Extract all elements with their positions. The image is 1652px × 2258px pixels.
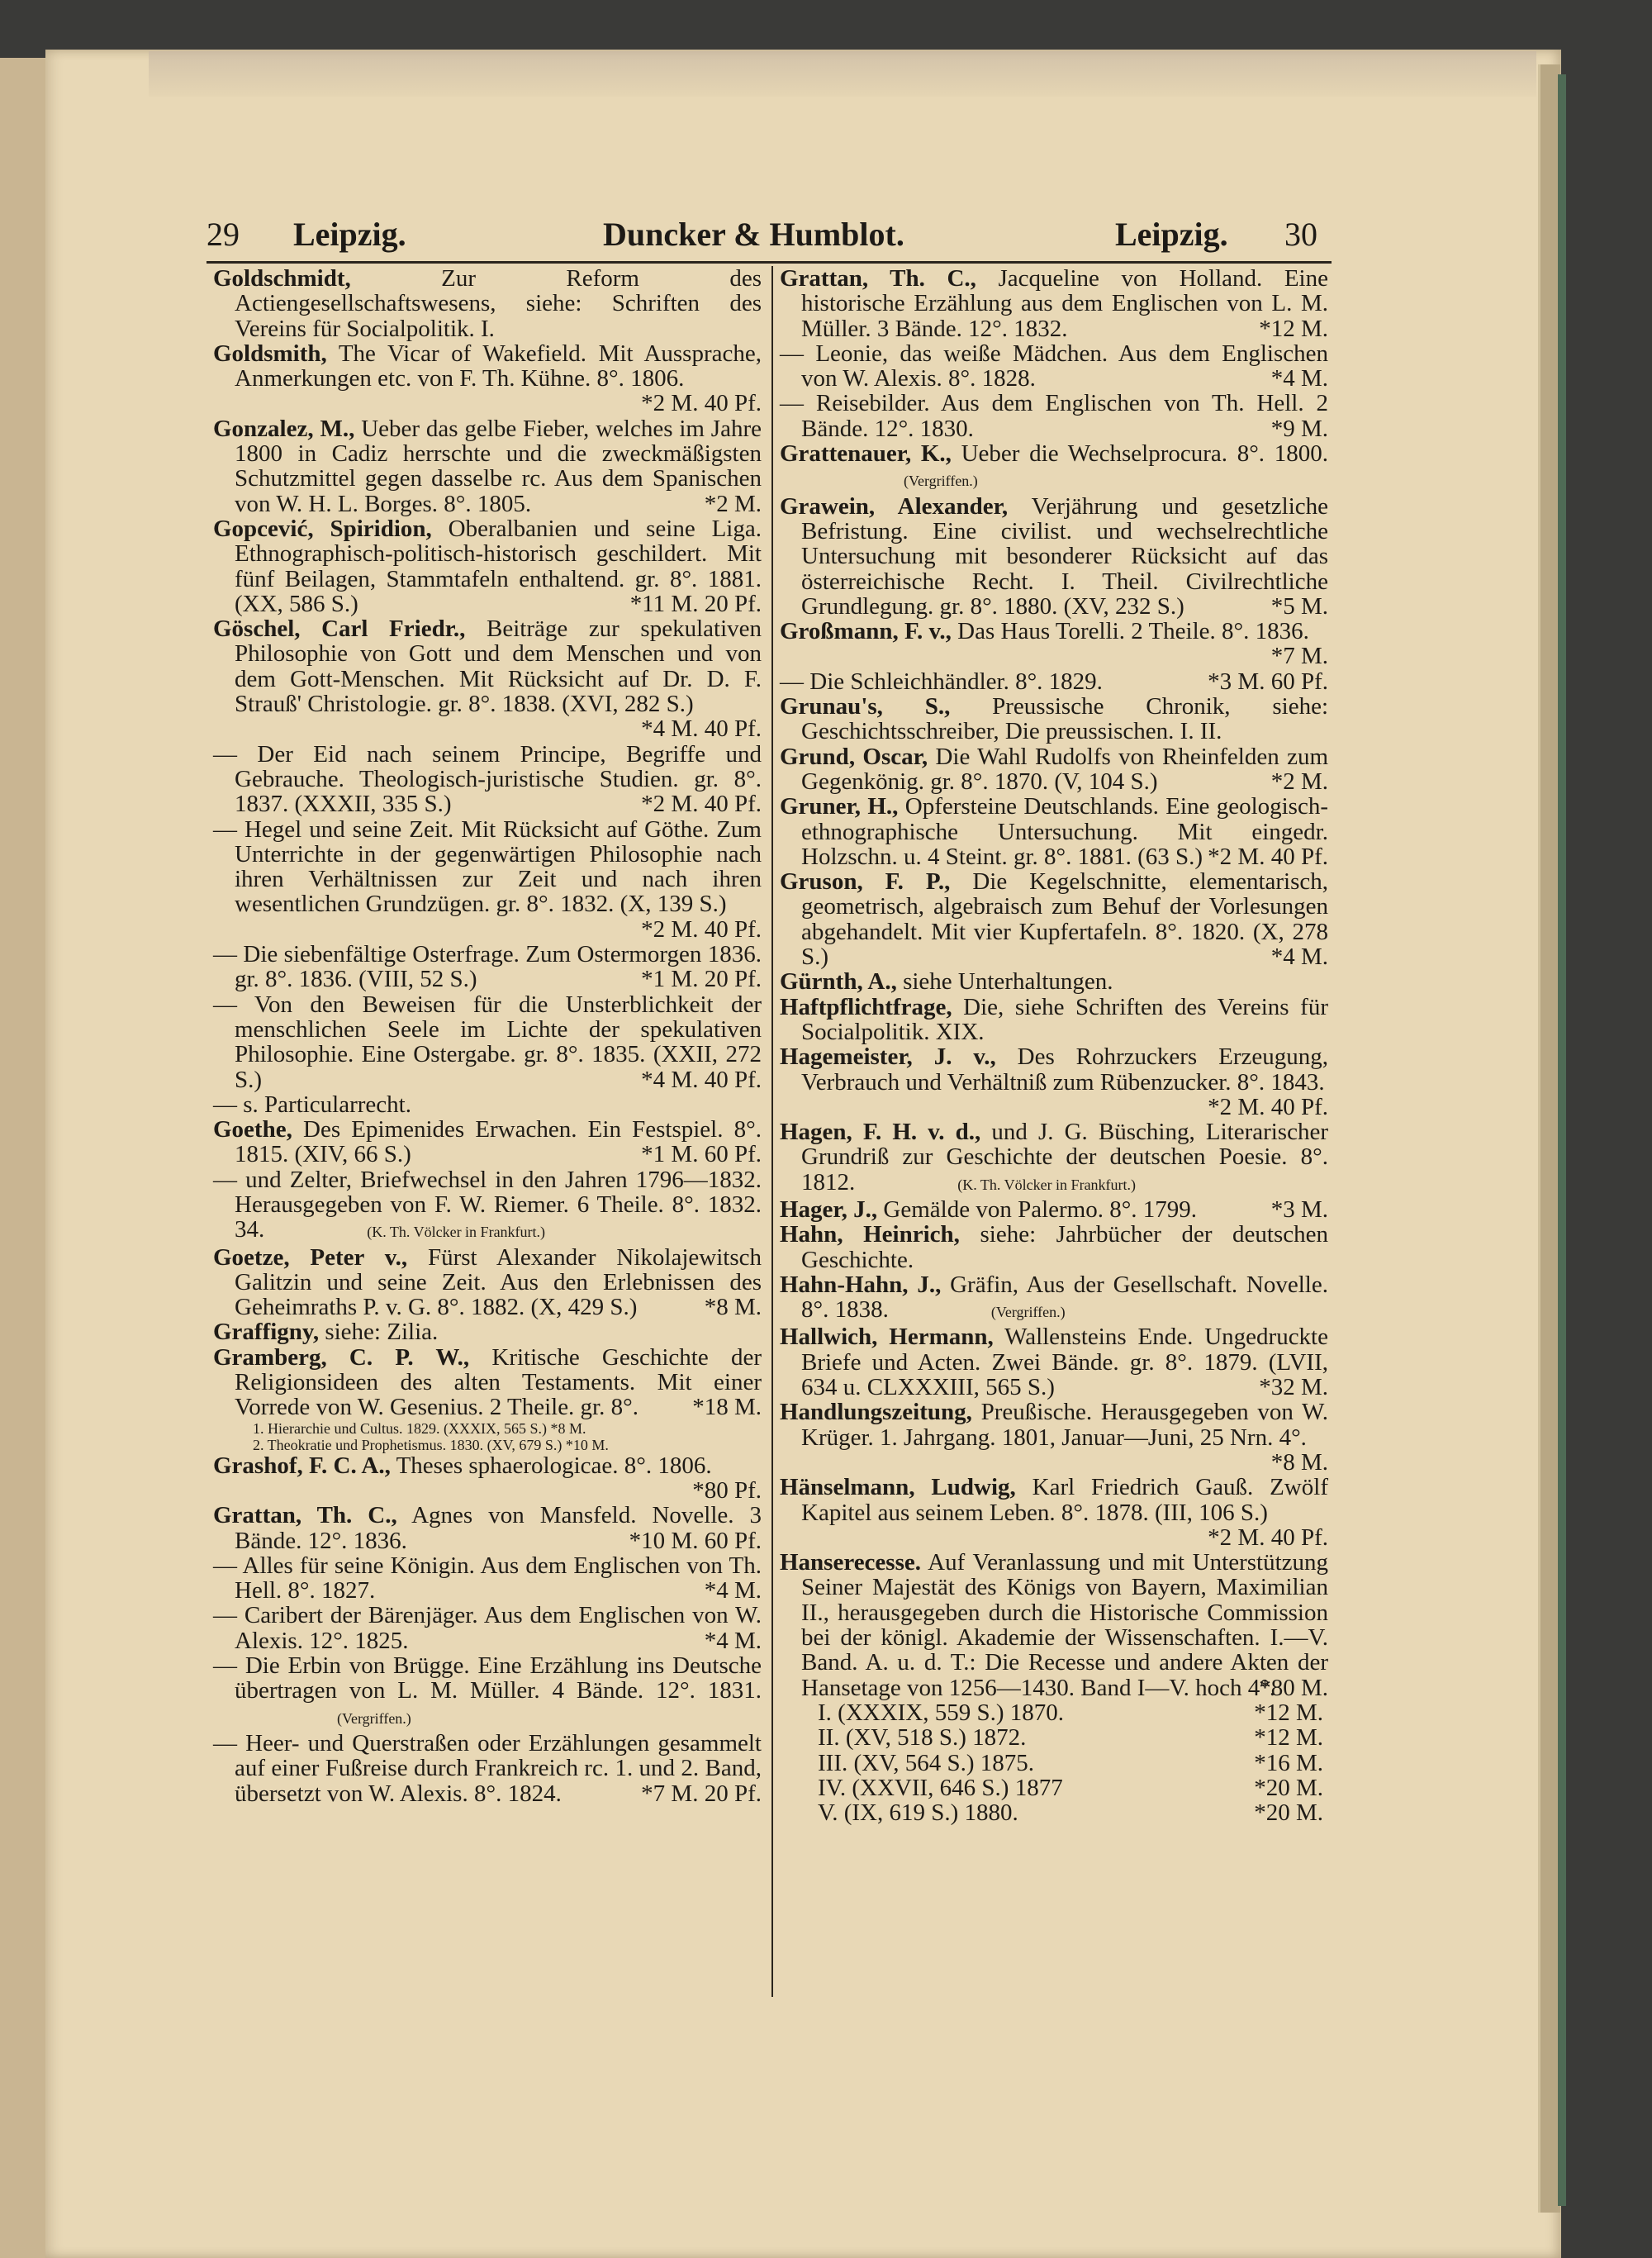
volume-line [780,1700,1328,1725]
catalog-entry [213,942,762,992]
entry-price: *7 M. [1270,643,1328,670]
catalog-entry [213,1092,762,1117]
entry-headword: Großmann, F. v., [780,618,952,645]
entry-price: *7 M. 20 Pf. [641,1780,762,1807]
catalog-entry [780,441,1328,494]
page-number-left: 29 [206,216,240,253]
catalog-entry [780,494,1328,619]
entry-text: Ueber die Wechselprocura. 8°. 1800. [951,440,1328,468]
catalog-entry [213,1653,762,1731]
entry-price: *2 M. 40 Pf. [641,390,762,417]
volume-price: *12 M. [1254,1699,1323,1726]
entry-text: — Hegel und seine Zeit. Mit Rücksicht auf Göthe. Zum Unterrichte in der gegenwärtigen Philosophie nach ihren Verhältnissen zur Zeit und nach ihren wesentlichen Grundzügen. gr. 8°. 1832. (X, 139 S.) [213,815,762,918]
catalog-entry [780,1550,1328,1700]
catalog-entry [780,995,1328,1045]
entry-headword: Handlungszeitung, [780,1399,972,1426]
entry-headword: Gopcević, Spiridion, [213,515,432,542]
entry-headword: Goetze, Peter v., [213,1243,408,1271]
catalog-entry [780,1475,1328,1550]
entry-price: *2 M. 40 Pf. [1208,843,1328,870]
entry-headword: Gramberg, C. P. W., [213,1343,470,1371]
entry-text: siehe: Jahrbücher der deutschen Geschichte. [801,1221,1328,1273]
volume-line: 1. Hierarchie und Cultus. 1829. (XXXIX, 565 S.) *8 M. [253,1419,586,1437]
catalog-entry [780,341,1328,392]
entry-text: Des Epimenides Erwachen. Ein Festspiel. 8°. 1815. (XIV, 66 S.) [235,1116,762,1168]
catalog-entry [780,1197,1328,1222]
page-number-right: 30 [1284,216,1317,253]
entry-headword: Hanserecesse. [780,1549,921,1576]
entry-note: (Vergriffen.) [337,1709,411,1727]
entry-text: Fürst Alexander Nikolajewitsch Galitzin und seine Zeit. Aus den Erlebnissen des Geheimraths P. v. G. 8°. 1882. (X, 429 S.) [235,1243,762,1321]
entry-headword: Haftpflichtfrage, [780,993,952,1020]
running-header [206,215,1330,258]
catalog-entry [213,992,762,1092]
catalog-entry [780,744,1328,795]
volume-line [780,1776,1328,1800]
entry-price: *5 M. [1270,592,1328,620]
hanserecesse-volumes [780,1700,1328,1825]
entry-price: *2 M. 40 Pf. [641,791,762,818]
entry-price: *1 M. 20 Pf. [641,966,762,993]
volume-line [780,1800,1328,1825]
entry-headword: Grattan, Th. C., [780,265,976,292]
entry-note: (K. Th. Völcker in Frankfurt.) [367,1224,546,1241]
entry-price: *10 M. 60 Pf. [629,1527,762,1554]
entry-text: Zur Reform des Actiengesellschaftswesens, siehe: Schriften des Vereins für Socialpolitik. I. [235,265,762,342]
entry-headword: Hahn-Hahn, J., [780,1271,942,1298]
entry-headword: Grattenauer, K., [780,440,952,468]
entry-price: *4 M. [704,1627,762,1654]
volume-label: V. (IX, 619 S.) 1880. [818,1799,1018,1827]
entry-text: Des Rohrzuckers Erzeugung, Verbrauch und Verhältniß zum Rübenzucker. 8°. 1843. [801,1043,1328,1096]
catalog-entry [213,1731,762,1806]
volume-label: III. (XV, 564 S.) 1875. [818,1749,1035,1776]
catalog-entry [780,1272,1328,1325]
entry-text: Auf Veranlassung und mit Unterstützung Seiner Majestät des Königs von Bayern, Maximilian II., herausgegeben durch die Historische Commission bei der königl. Akademie der Wissenschaften. I.—V. Band. A. u. d. T.: Die Recesse und andere Akten der Hansetage von 1256—1430. Band I—V. hoch 4°. [801,1549,1328,1701]
entry-text: siehe Unterhaltungen. [896,968,1113,996]
volume-line: 2. Theokratie und Prophetismus. 1830. (XV, 679 S.) *10 M. [253,1436,609,1453]
entry-text: Karl Friedrich Gauß. Zwölf Kapitel aus seinem Leben. 8°. 1878. (III, 106 S.) [801,1474,1328,1526]
entry-text: Jacqueline von Holland. Eine historische Erzählung aus dem Englischen von L. M. Müller. 3 Bände. 12°. 1832. [801,265,1328,342]
entry-price: *80 Pf. [692,1476,762,1504]
entry-text: Die, siehe Schriften des Vereins für Socialpolitik. XIX. [801,993,1328,1045]
entry-headword: Hänselmann, Ludwig, [780,1474,1016,1501]
entry-price: *2 M. [704,490,762,517]
entry-text: — Caribert der Bärenjäger. Aus dem Englischen von W. Alexis. 12°. 1825. [213,1602,762,1654]
entry-text: siehe: Zilia. [319,1319,439,1346]
gramberg-volumes [213,1420,762,1453]
catalog-entry [780,669,1328,694]
entry-headword: Grashof, F. C. A., [213,1452,391,1479]
left-entries [213,266,762,1420]
entry-text: Theses sphaerologicae. 8°. 1806. [390,1452,712,1479]
entry-headword: Gürnth, A., [780,968,897,996]
catalog-entry [213,616,762,741]
entry-price: *8 M. [704,1294,762,1321]
catalog-entry [213,416,762,516]
entry-price: *2 M. 40 Pf. [1208,1524,1328,1551]
city-left: Leipzig. [293,216,406,253]
left-column [213,266,762,1806]
volume-price: *20 M. [1254,1799,1323,1827]
entry-text: Oberalbanien und seine Liga. Ethnographisch-politisch-historisch geschildert. Mit fünf Beilagen, Stammtafeln enthaltend. gr. 8°. 1881. (XX, 586 S.) [235,515,762,617]
catalog-entry [213,516,762,616]
catalog-entry [213,1319,762,1344]
entry-headword: Gonzalez, M., [213,415,355,442]
entry-text: The Vicar of Wakefield. Mit Aussprache, Anmerkungen etc. von F. Th. Kühne. 8°. 1806. [235,340,762,392]
right-column [780,266,1328,1825]
entry-text: Agnes von Mansfeld. Novelle. 3 Bände. 12°. 1836. [235,1502,762,1554]
header-rule [206,261,1332,264]
volume-line [780,1725,1328,1750]
entry-price: *12 M. [1259,315,1328,342]
catalog-entry [780,969,1328,994]
entry-price: *8 M. [1270,1448,1328,1476]
entry-note: (Vergriffen.) [990,1304,1066,1321]
catalog-entry [780,869,1328,969]
catalog-entry [213,266,762,341]
entry-text: Beiträge zur spekulativen Philosophie von Gott und dem Menschen und von dem Gott-Menschen. Mit Rücksicht auf Dr. D. F. Strauß' Christologie. gr. 8°. 1838. (XVI, 282 S.) [235,616,762,718]
entry-headword: Hallwich, Hermann, [780,1324,994,1351]
entry-text: Die Kegelschnitte, elementarisch, geometrisch, algebraisch zum Behuf der Vorlesungen abgehandelt. Mit vier Kupfertafeln. 8°. 1820. (X, 278 S.) [801,868,1328,971]
entry-text: Ueber das gelbe Fieber, welches im Jahre 1800 in Cadiz herrschte und die zweckmäßigsten Schutzmittel gegen dasselbe rc. Aus dem Spanischen von W. H. L. Borges. 8°. 1805. [235,415,762,517]
catalog-entry [780,794,1328,869]
catalog-entry [780,391,1328,441]
catalog-entry [213,1167,762,1245]
entry-text: — Heer- und Querstraßen oder Erzählungen gesammelt auf einer Fußreise durch Frankreich rc. 1. und 2. Band, übersetzt von W. Alexis. 8°. 1824. [213,1729,762,1807]
entry-text: — Die siebenfältige Osterfrage. Zum Ostermorgen 1836. gr. 8°. 1836. (VIII, 52 S.) [213,941,762,993]
entry-text: — Der Eid nach seinem Principe, Begriffe und Gebrauche. Theologisch-juristische Studien. gr. 8°. 1837. (XXXII, 335 S.) [213,740,762,818]
left-entries-continued [213,1453,762,1806]
catalog-entry [213,1453,762,1504]
catalog-entry [213,1117,762,1167]
entry-headword: Grund, Oscar, [780,743,928,770]
catalog-entry [213,341,762,416]
entry-text: Die Wahl Rudolfs von Rheinfelden zum Gegenkönig. gr. 8°. 1870. (V, 104 S.) [801,743,1328,795]
volume-label: IV. (XXVII, 646 S.) 1877 [818,1774,1063,1801]
entry-price: *4 M. 40 Pf. [641,1066,762,1093]
volume-label: II. (XV, 518 S.) 1872. [818,1724,1027,1752]
entry-headword: Goethe, [213,1116,292,1143]
entry-price: *2 M. 40 Pf. [1208,1093,1328,1120]
entry-note: (Vergriffen.) [904,473,978,490]
entry-text: — Alles für seine Königin. Aus dem Englischen von Th. Hell. 8°. 1827. [213,1552,762,1604]
catalog-entry [780,1044,1328,1119]
book-cover-edge [1558,74,1566,2206]
entry-text: — Die Erbin von Brügge. Eine Erzählung ins Deutsche übertragen von L. M. Müller. 4 Bände. 12°. 1831. [213,1652,762,1704]
entry-price: *4 M. [1270,944,1328,971]
catalog-entry [213,1245,762,1320]
catalog-entry [780,694,1328,744]
entry-text: Kritische Geschichte der Religionsideen des alten Testaments. Mit einer Vorrede von W. Gesenius. 2 Theile. gr. 8°. [235,1343,762,1421]
entry-text: — s. Particularrecht. [213,1091,411,1118]
entry-headword: Gruner, H., [780,793,899,820]
entry-price: *4 M. [704,1577,762,1604]
entry-headword: Hagen, F. H. v. d., [780,1119,981,1146]
catalog-entry [780,1222,1328,1272]
entry-text: — Die Schleichhändler. 8°. 1829. [780,668,1103,695]
page-edge [1538,64,1560,2213]
entry-text: Gräfin, Aus der Gesellschaft. Novelle. 8°. 1838. [801,1271,1328,1324]
volume-price: *12 M. [1254,1724,1323,1752]
catalog-entry [213,1553,762,1604]
entry-text: Wallensteins Ende. Ungedruckte Briefe und Acten. Zwei Bände. gr. 8°. 1879. (LVII, 634 u. CLXXXIII, 565 S.) [801,1324,1328,1401]
catalog-entry [213,817,762,942]
entry-text: und J. G. Büsching, Literarischer Grundriß zur Geschichte der deutschen Poesie. 8°. 1812. [801,1119,1328,1196]
entry-headword: Hahn, Heinrich, [780,1221,960,1248]
entry-price: *80 M. [1259,1674,1328,1701]
catalog-entry [213,1503,762,1553]
publisher-name: Duncker & Humblot. [603,216,904,253]
entry-price: *2 M. 40 Pf. [641,915,762,943]
entry-text: — Von den Beweisen für die Unsterblichkeit der menschlichen Seele im Lichte der spekulativen Philosophie. Eine Ostergabe. gr. 8°. 1835. (XXII, 272 S.) [213,991,762,1093]
catalog-entry [780,1400,1328,1475]
entry-price: *2 M. [1270,768,1328,795]
column-divider [771,266,773,1997]
city-right: Leipzig. [1115,216,1228,253]
catalog-entry [213,1603,762,1653]
entry-headword: Hagemeister, J. v., [780,1043,996,1071]
entry-price: *11 M. 20 Pf. [629,590,762,617]
entry-price: *3 M. 60 Pf. [1208,668,1328,695]
volume-price: *16 M. [1254,1749,1323,1776]
entry-headword: Grunau's, S., [780,693,951,720]
entry-headword: Goldschmidt, [213,265,351,292]
catalog-entry [780,266,1328,341]
entry-text: Verjährung und gesetzliche Befristung. Eine civilist. und wechselrechtliche Untersuchung mit besonderer Rücksicht auf das österreichische Recht. I. Theil. Civilrechtliche Grundlegung. gr. 8°. 1880. (XV, 232 S.) [801,492,1328,620]
catalog-entry [213,742,762,817]
volume-label: I. (XXXIX, 559 S.) 1870. [818,1699,1065,1726]
entry-price: *4 M. [1270,365,1328,392]
page-top-shadow [149,51,1536,97]
entry-headword: Grawein, Alexander, [780,492,1009,520]
right-entries [780,266,1328,1700]
entry-text: — Reisebilder. Aus dem Englischen von Th. Hell. 2 Bände. 12°. 1830. [780,390,1328,442]
entry-headword: Goldsmith, [213,340,327,367]
volume-line [780,1751,1328,1776]
entry-headword: Gruson, F. P., [780,868,951,896]
entry-headword: Hager, J., [780,1196,878,1223]
catalog-entry [780,1119,1328,1197]
catalog-entry [213,1345,762,1420]
entry-text: Preussische Chronik, siehe: Geschichtsschreiber, Die preussischen. I. II. [801,693,1328,745]
entry-text: Das Haus Torelli. 2 Theile. 8°. 1836. [951,618,1309,645]
catalog-entry [780,619,1328,669]
entry-text: Opfersteine Deutschlands. Eine geologisch-ethnographische Untersuchung. Mit eingedr. Holzschn. u. 4 Steint. gr. 8°. 1881. (63 S.) [801,793,1328,870]
catalog-entry [780,1324,1328,1400]
entry-text: — und Zelter, Briefwechsel in den Jahren 1796—1832. Herausgegeben von F. W. Riemer. 6 Theile. 8°. 1832. 34. [213,1166,762,1243]
entry-headword: Göschel, Carl Friedr., [213,616,466,643]
entry-text: — Leonie, das weiße Mädchen. Aus dem Englischen von W. Alexis. 8°. 1828. [780,340,1328,392]
entry-text: Gemälde von Palermo. 8°. 1799. [877,1196,1198,1223]
entry-price: *3 M. [1270,1196,1328,1223]
entry-price: *1 M. 60 Pf. [641,1141,762,1168]
entry-headword: Graffigny, [213,1319,320,1346]
entry-price: *32 M. [1259,1374,1328,1401]
entry-text: Preußische. Herausgegeben von W. Krüger. 1. Jahrgang. 1801, Januar—Juni, 25 Nrn. 4°. [801,1399,1328,1451]
volume-price: *20 M. [1254,1774,1323,1801]
entry-price: *18 M. [692,1394,762,1421]
entry-headword: Grattan, Th. C., [213,1502,397,1529]
entry-note: (K. Th. Völcker in Frankfurt.) [957,1176,1137,1193]
entry-price: *4 M. 40 Pf. [641,715,762,743]
entry-price: *9 M. [1270,415,1328,442]
